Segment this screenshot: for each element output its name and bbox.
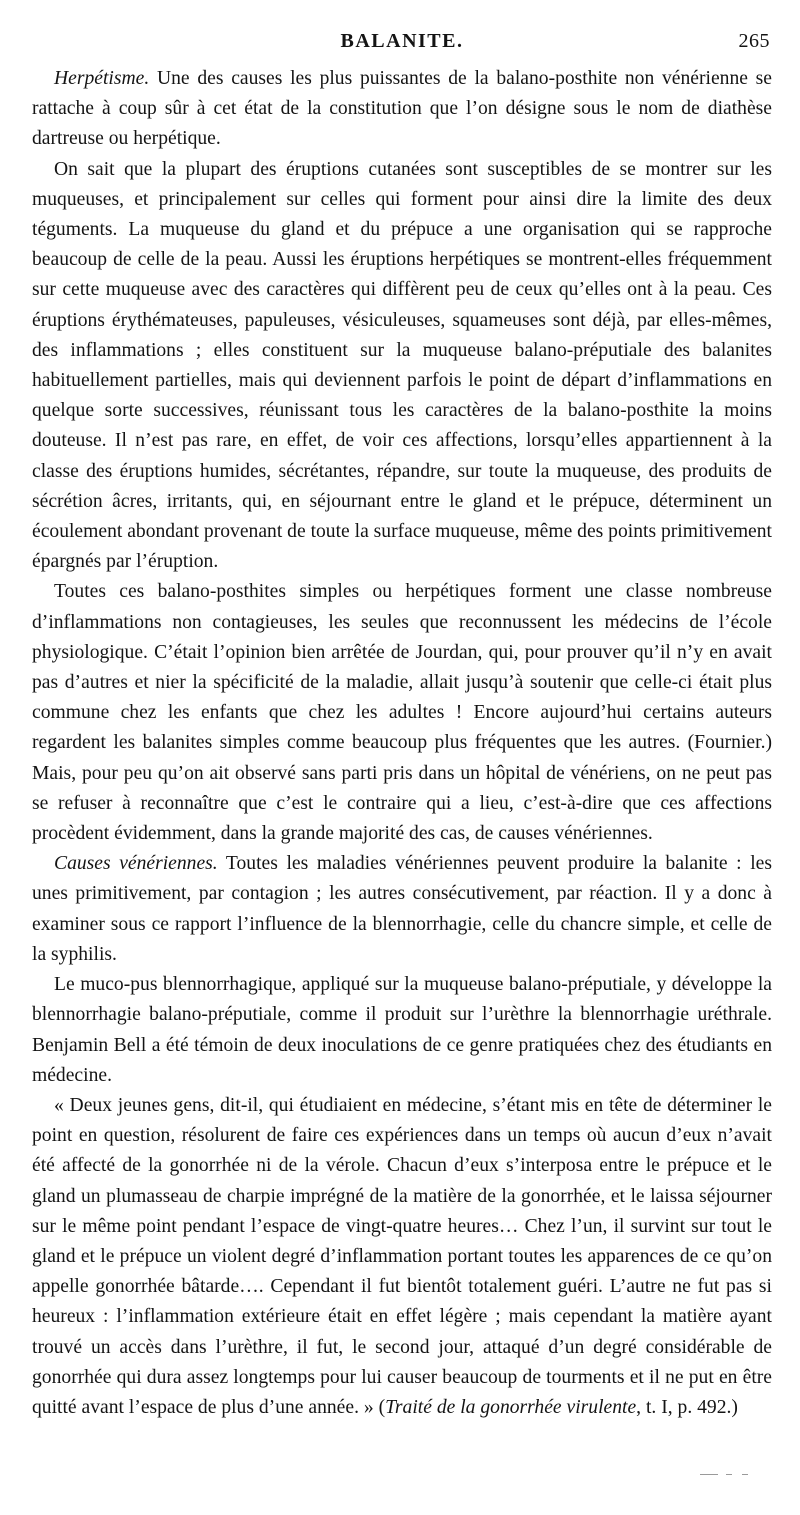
- paragraph-text: Une des causes les plus puissantes de la balano-posthite non vénérienne se rattache à coup sûr à cet état de la constitution que l’on désigne sous le nom de diathèse dartreuse ou herpétique.: [32, 68, 772, 150]
- print-mark: [726, 1474, 732, 1475]
- paragraph-causes-veneriennes: [32, 849, 772, 970]
- book-page: [32, 30, 772, 1423]
- paragraph-text: On sait que la plupart des éruptions cutanées sont susceptibles de se montrer sur les muqueuses, et principalement sur celles qui forment pour ainsi dire la limite des deux téguments. La muqueuse du gland et du prépuce a une organisation qui se rapproche beaucoup de celle de la peau. Aussi les éruptions herpétiques se montrent-elles fréquemment sur cette muqueuse avec des caractères qui diffèrent peu de ceux qu’elles ont à la peau. Ces éruptions érythémateuses, papuleuses, vésiculeuses, squameuses sont déjà, par elles-mêmes, des inflammations ; elles constituent sur la muqueuse balano-préputiale des balanites habituellement partielles, mais qui deviennent parfois le point de départ d’inflammations en quelque sorte successives, réunissant tous les caractères de la balano-posthite la moins douteuse. Il n’est pas rare, en effet, de voir ces affections, lorsqu’elles appartiennent à la classe des éruptions humides, sécrétantes, répandre, sur toute la muqueuse, des produits de sécrétion âcres, irritants, qui, en séjournant entre le gland et le prépuce, déterminent un écoulement abondant provenant de toute la surface muqueuse, même des points primitivement épargnés par l’éruption.: [32, 158, 772, 573]
- print-mark: [700, 1474, 718, 1475]
- page-number: 265: [738, 30, 770, 52]
- paragraph-eruptions: [32, 155, 772, 578]
- paragraph-muco-pus: [32, 970, 772, 1091]
- paragraph-quotation-bell: [32, 1091, 772, 1423]
- paragraph-lead-herpetisme: Herpétisme.: [54, 68, 150, 89]
- paragraph-text: Toutes les maladies vénériennes peuvent produire la balanite : les unes primitivement, par contagion ; les autres consécutivement, par réaction. Il y a donc à examiner sous ce rapport l’influence de la blennorrhagie, celle du chancre simple, et celle de la syphilis.: [32, 853, 772, 965]
- quotation-text: « Deux jeunes gens, dit-il, qui étudiaient en médecine, s’étant mis en tête de déterminer le point en question, résolurent de faire ces expériences dans un temps où aucun d’eux n’avait été affecté de la gonorrhée ni de la vérole. Chacun d’eux s’interposa entre le prépuce et le gland un plumasseau de charpie imprégné de la matière de la gonorrhée, et le laissa séjourner sur le même point pendant l’espace de vingt-quatre heures… Chez l’un, il survint sur tout le gland et le prépuce un violent degré d’inflammation portant toutes les apparences de ce qu’on appelle gonorrhée bâtarde…. Cependant il fut bientôt totalement guéri. L’autre ne fut pas si heureux : l’inflammation extérieure était en effet légère ; mais cependant la matière ayant trouvé un accès dans l’urèthre, il fut, le second jour, attaqué d’un degré considérable de gonorrhée qui dura assez longtemps pour lui causer beaucoup de tourments et il ne put en être quitté avant l’espace de plus d’une année. » (: [32, 1094, 772, 1418]
- body-text: [32, 64, 772, 1423]
- citation-tail: , t. I, p. 492.): [636, 1396, 738, 1418]
- footer-print-marks: [700, 1472, 760, 1478]
- running-title: BALANITE.: [340, 30, 464, 52]
- paragraph-text: Toutes ces balano-posthites simples ou herpétiques forment une classe nombreuse d’inflammations non contagieuses, les seules que reconnussent les médecins de l’école physiologique. C’était l’opinion bien arrêtée de Jourdan, qui, pour prouver qu’il n’y en avait pas d’autres et nier la spécificité de la maladie, allait jusqu’à soutenir que celle-ci était plus commune chez les enfants que chez les adultes ! Encore aujourd’hui certains auteurs regardent les balanites simples comme beaucoup plus fréquentes que les autres. (Fournier.) Mais, pour peu qu’on ait observé sans parti pris dans un hôpital de vénériens, on ne peut pas se refuser à reconnaître que c’est le contraire qui a lieu, c’est-à-dire que ces affections procèdent évidemment, dans la grande majorité des cas, de causes vénériennes.: [32, 581, 772, 845]
- paragraph-text: Le muco-pus blennorrhagique, appliqué sur la muqueuse balano-préputiale, y développe la blennorrhagie balano-préputiale, comme il produit sur l’urèthre la blennorrhagie uréthrale. Benjamin Bell a été témoin de deux inoculations de ce genre pratiquées chez des étudiants en médecine.: [32, 974, 772, 1086]
- paragraph-herpetisme: [32, 64, 772, 155]
- citation-title: Traité de la gonorrhée virulente: [385, 1396, 637, 1418]
- print-mark: [742, 1474, 748, 1475]
- running-head: [32, 30, 772, 56]
- paragraph-lead-causes: Causes vénériennes.: [54, 853, 218, 875]
- paragraph-balano-posthites: [32, 577, 772, 849]
